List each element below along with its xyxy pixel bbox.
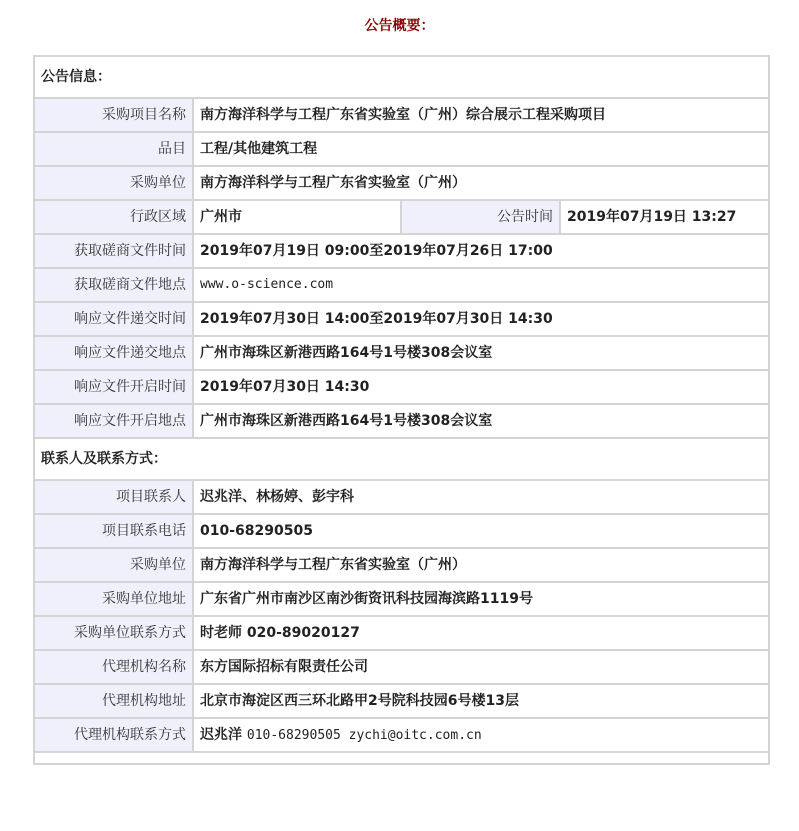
table-row — [34, 336, 769, 370]
response-submit-place-label: 响应文件递交地点 — [34, 336, 193, 370]
section-contacts-row — [34, 438, 769, 480]
category-label: 品目 — [34, 132, 193, 166]
response-submit-time-value: 2019年07月30日 14:00至2019年07月30日 14:30 — [193, 302, 769, 336]
agency-contact-person: 迟兆洋 — [200, 726, 242, 743]
contact-purchaser-value: 南方海洋科学与工程广东省实验室（广州） — [193, 548, 769, 582]
table-row-cutoff — [34, 752, 769, 764]
table-row — [34, 132, 769, 166]
doc-obtain-place-value: www.o-science.com — [193, 268, 769, 302]
purchaser-value: 南方海洋科学与工程广东省实验室（广州） — [193, 166, 769, 200]
publish-time-label: 公告时间 — [401, 200, 560, 234]
table-row — [34, 582, 769, 616]
response-submit-place-value: 广州市海珠区新港西路164号1号楼308会议室 — [193, 336, 769, 370]
contact-purchaser-label: 采购单位 — [34, 548, 193, 582]
agency-address-label: 代理机构地址 — [34, 684, 193, 718]
table-row — [34, 684, 769, 718]
table-row — [34, 302, 769, 336]
agency-name-value: 东方国际招标有限责任公司 — [193, 650, 769, 684]
purchaser-address-label: 采购单位地址 — [34, 582, 193, 616]
agency-name-label: 代理机构名称 — [34, 650, 193, 684]
doc-obtain-time-value: 2019年07月19日 09:00至2019年07月26日 17:00 — [193, 234, 769, 268]
page-title: 公告概要： — [364, 18, 435, 34]
table-row — [34, 370, 769, 404]
project-name-label: 采购项目名称 — [34, 98, 193, 132]
table-row — [34, 650, 769, 684]
category-value: 工程/其他建筑工程 — [193, 132, 769, 166]
purchaser-address-value: 广东省广州市南沙区南沙街资讯科技园海滨路1119号 — [193, 582, 769, 616]
response-open-time-value: 2019年07月30日 14:30 — [193, 370, 769, 404]
table-row — [34, 166, 769, 200]
table-row — [34, 616, 769, 650]
table-row — [34, 98, 769, 132]
purchaser-contact-label: 采购单位联系方式 — [34, 616, 193, 650]
publish-time-value: 2019年07月19日 13:27 — [560, 200, 769, 234]
section-announcement-info-row — [34, 56, 769, 98]
project-name-value: 南方海洋科学与工程广东省实验室（广州）综合展示工程采购项目 — [193, 98, 769, 132]
agency-contact-value — [193, 718, 769, 752]
project-phone-value: 010-68290505 — [193, 514, 769, 548]
agency-address-value: 北京市海淀区西三环北路甲2号院科技园6号楼13层 — [193, 684, 769, 718]
doc-obtain-time-label: 获取磋商文件时间 — [34, 234, 193, 268]
project-phone-label: 项目联系电话 — [34, 514, 193, 548]
doc-obtain-place-label: 获取磋商文件地点 — [34, 268, 193, 302]
table-row — [34, 718, 769, 752]
region-value: 广州市 — [193, 200, 401, 234]
response-open-time-label: 响应文件开启时间 — [34, 370, 193, 404]
response-submit-time-label: 响应文件递交时间 — [34, 302, 193, 336]
table-row — [34, 268, 769, 302]
agency-contact-details: 010-68290505 zychi@oitc.com.cn — [246, 727, 482, 743]
section-header-announcement-info: 公告信息： — [34, 56, 769, 98]
table-row — [34, 548, 769, 582]
response-open-place-value: 广州市海珠区新港西路164号1号楼308会议室 — [193, 404, 769, 438]
table-row — [34, 480, 769, 514]
table-row — [34, 514, 769, 548]
section-header-contacts: 联系人及联系方式： — [34, 438, 769, 480]
project-contact-label: 项目联系人 — [34, 480, 193, 514]
project-contact-value: 迟兆洋、林杨婷、彭宇科 — [193, 480, 769, 514]
table-row — [34, 200, 769, 234]
table-row — [34, 234, 769, 268]
purchaser-label: 采购单位 — [34, 166, 193, 200]
region-label: 行政区域 — [34, 200, 193, 234]
response-open-place-label: 响应文件开启地点 — [34, 404, 193, 438]
table-cutoff-cell — [34, 752, 769, 764]
purchaser-contact-value: 时老师 020-89020127 — [193, 616, 769, 650]
table-row — [34, 404, 769, 438]
agency-contact-label: 代理机构联系方式 — [34, 718, 193, 752]
announcement-summary-table — [33, 55, 770, 765]
